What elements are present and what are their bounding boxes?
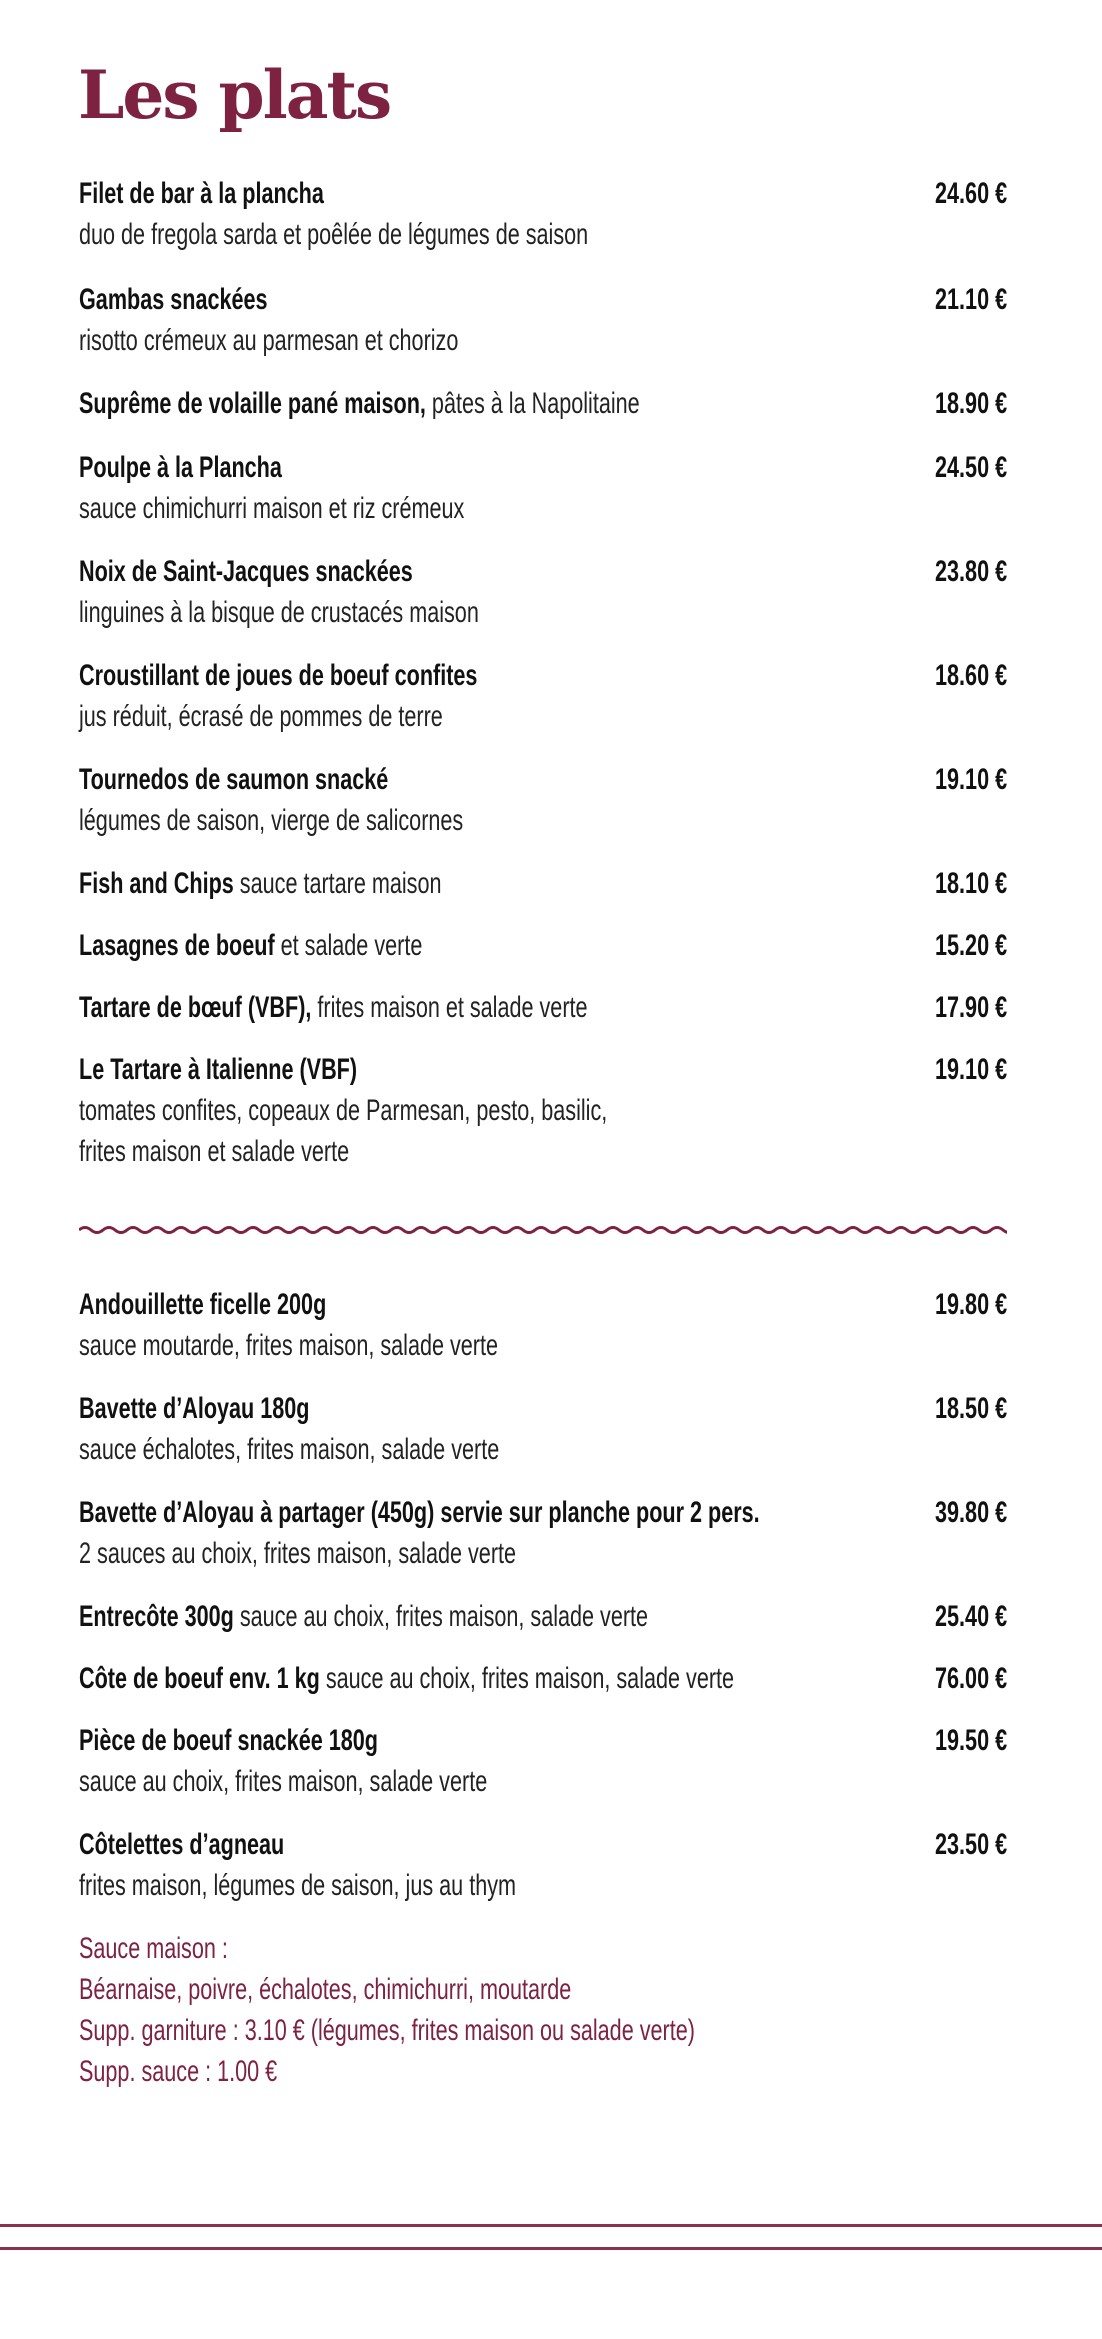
menu-item xyxy=(79,1049,1007,1172)
menu-item-price: 18.50 € xyxy=(934,1392,1007,1425)
menu-item-name: Entrecôte 300g xyxy=(79,1600,234,1633)
menu-item xyxy=(79,863,1007,904)
menu-item-name: Le Tartare à Italienne (VBF) xyxy=(79,1053,358,1086)
menu-item-name: Noix de Saint-Jacques snackées xyxy=(79,555,413,588)
menu-item-price: 25.40 € xyxy=(934,1600,1007,1633)
menu-item xyxy=(79,1658,1007,1699)
menu-item-price: 76.00 € xyxy=(934,1662,1007,1695)
footer-rule-bottom xyxy=(0,2247,1102,2250)
menu-item-description: jus réduit, écrasé de pommes de terre xyxy=(79,700,443,733)
menu-item-name: Pièce de boeuf snackée 180g xyxy=(79,1724,378,1757)
menu-item-price: 18.90 € xyxy=(934,387,1007,420)
menu-item-name: Suprême de volaille pané maison, xyxy=(79,387,426,420)
menu-item-title-line xyxy=(79,1284,852,1325)
menu-item-price: 19.10 € xyxy=(934,1053,1007,1086)
menu-item xyxy=(79,925,1007,966)
menu-item-title-line xyxy=(79,1492,852,1533)
sauce-heading: Sauce maison : xyxy=(79,1932,228,1965)
menu-item-description: risotto crémeux au parmesan et chorizo xyxy=(79,324,459,357)
sauce-info xyxy=(79,1928,979,2092)
menu-item xyxy=(79,1824,1007,1906)
menu-item-description: 2 sauces au choix, frites maison, salade verte xyxy=(79,1537,517,1570)
menu-item-price: 18.10 € xyxy=(934,867,1007,900)
menu-item-title-line xyxy=(79,925,852,966)
menu-item-inline-description: sauce au choix, frites maison, salade verte xyxy=(233,1600,649,1633)
menu-item-price: 39.80 € xyxy=(934,1496,1007,1529)
menu-item-price: 24.60 € xyxy=(934,177,1007,210)
wavy-divider xyxy=(79,1218,1007,1242)
supp-sauce: Supp. sauce : 1.00 € xyxy=(79,2055,278,2088)
menu-item-title-line xyxy=(79,1049,852,1090)
menu-item-title-line xyxy=(79,1596,852,1637)
menu-item-title-line xyxy=(79,655,852,696)
menu-item xyxy=(79,383,1007,424)
menu-item-inline-description: sauce au choix, frites maison, salade verte xyxy=(319,1662,735,1695)
menu-item xyxy=(79,759,1007,841)
menu-item-name: Fish and Chips xyxy=(79,867,234,900)
menu-item xyxy=(79,279,1007,361)
menu-item-title-line xyxy=(79,279,852,320)
menu-item-name: Lasagnes de boeuf xyxy=(79,929,275,962)
menu-item-description: linguines à la bisque de crustacés maison xyxy=(79,596,479,629)
menu-item xyxy=(79,1388,1007,1470)
menu-item-name: Côte de boeuf env. 1 kg xyxy=(79,1662,320,1695)
menu-item-description: sauce échalotes, frites maison, salade verte xyxy=(79,1433,500,1466)
menu-item-name: Bavette d’Aloyau 180g xyxy=(79,1392,310,1425)
menu-item-title-line xyxy=(79,987,852,1028)
menu-item-price: 19.50 € xyxy=(934,1724,1007,1757)
menu-item-price: 18.60 € xyxy=(934,659,1007,692)
menu-item-title-line xyxy=(79,863,852,904)
menu-item xyxy=(79,1492,1007,1574)
menu-item xyxy=(79,551,1007,633)
page-title: Les plats xyxy=(78,56,391,134)
menu-item xyxy=(79,987,1007,1028)
menu-item-title-line xyxy=(79,1720,852,1761)
menu-item-name: Poulpe à la Plancha xyxy=(79,451,282,484)
menu-item-price: 24.50 € xyxy=(934,451,1007,484)
menu-item-title-line xyxy=(79,173,852,214)
menu-item-name: Côtelettes d’agneau xyxy=(79,1828,285,1861)
menu-item xyxy=(79,655,1007,737)
menu-item-title-line xyxy=(79,551,852,592)
menu-item-price: 21.10 € xyxy=(934,283,1007,316)
menu-item-inline-description: sauce tartare maison xyxy=(233,867,442,900)
menu-item-title-line xyxy=(79,1824,852,1865)
menu-item-title-line xyxy=(79,383,852,424)
menu-item-title-line xyxy=(79,759,852,800)
menu-item-description: légumes de saison, vierge de salicornes xyxy=(79,804,464,837)
menu-item-inline-description: pâtes à la Napolitaine xyxy=(425,387,640,420)
menu-item xyxy=(79,1720,1007,1802)
menu-item-name: Tartare de bœuf (VBF), xyxy=(79,991,312,1024)
menu-item-name: Tournedos de saumon snacké xyxy=(79,763,389,796)
menu-item-description: frites maison, légumes de saison, jus au thym xyxy=(79,1869,517,1902)
menu-item-price: 15.20 € xyxy=(934,929,1007,962)
menu-item-description: tomates confites, copeaux de Parmesan, pesto, basilic, xyxy=(79,1094,608,1127)
sauce-list: Béarnaise, poivre, échalotes, chimichurri, moutarde xyxy=(79,1973,572,2006)
menu-item-title-line xyxy=(79,1388,852,1429)
menu-item xyxy=(79,447,1007,529)
menu-item-price: 23.50 € xyxy=(934,1828,1007,1861)
menu-item-price: 23.80 € xyxy=(934,555,1007,588)
supp-garniture: Supp. garniture : 3.10 € (légumes, frites maison ou salade verte) xyxy=(79,2014,695,2047)
menu-item xyxy=(79,173,1007,255)
menu-item-name: Andouillette ficelle 200g xyxy=(79,1288,327,1321)
menu-item-name: Croustillant de joues de boeuf confites xyxy=(79,659,478,692)
menu-item-title-line xyxy=(79,447,852,488)
footer-rule-top xyxy=(0,2224,1102,2227)
menu-item xyxy=(79,1596,1007,1637)
menu-item-name: Filet de bar à la plancha xyxy=(79,177,324,210)
menu-item-price: 19.10 € xyxy=(934,763,1007,796)
menu-item-description: sauce moutarde, frites maison, salade verte xyxy=(79,1329,499,1362)
menu-item xyxy=(79,1284,1007,1366)
menu-item-price: 17.90 € xyxy=(934,991,1007,1024)
menu-item-description: duo de fregola sarda et poêlée de légumes de saison xyxy=(79,218,589,251)
menu-item-inline-description: frites maison et salade verte xyxy=(311,991,588,1024)
menu-item-description: frites maison et salade verte xyxy=(79,1135,350,1168)
menu-item-description: sauce chimichurri maison et riz crémeux xyxy=(79,492,465,525)
menu-item-description: sauce au choix, frites maison, salade verte xyxy=(79,1765,488,1798)
menu-item-name: Bavette d’Aloyau à partager (450g) servie sur planche pour 2 pers. xyxy=(79,1496,760,1529)
menu-item-title-line xyxy=(79,1658,852,1699)
menu-item-inline-description: et salade verte xyxy=(274,929,423,962)
menu-item-price: 19.80 € xyxy=(934,1288,1007,1321)
menu-item-name: Gambas snackées xyxy=(79,283,268,316)
